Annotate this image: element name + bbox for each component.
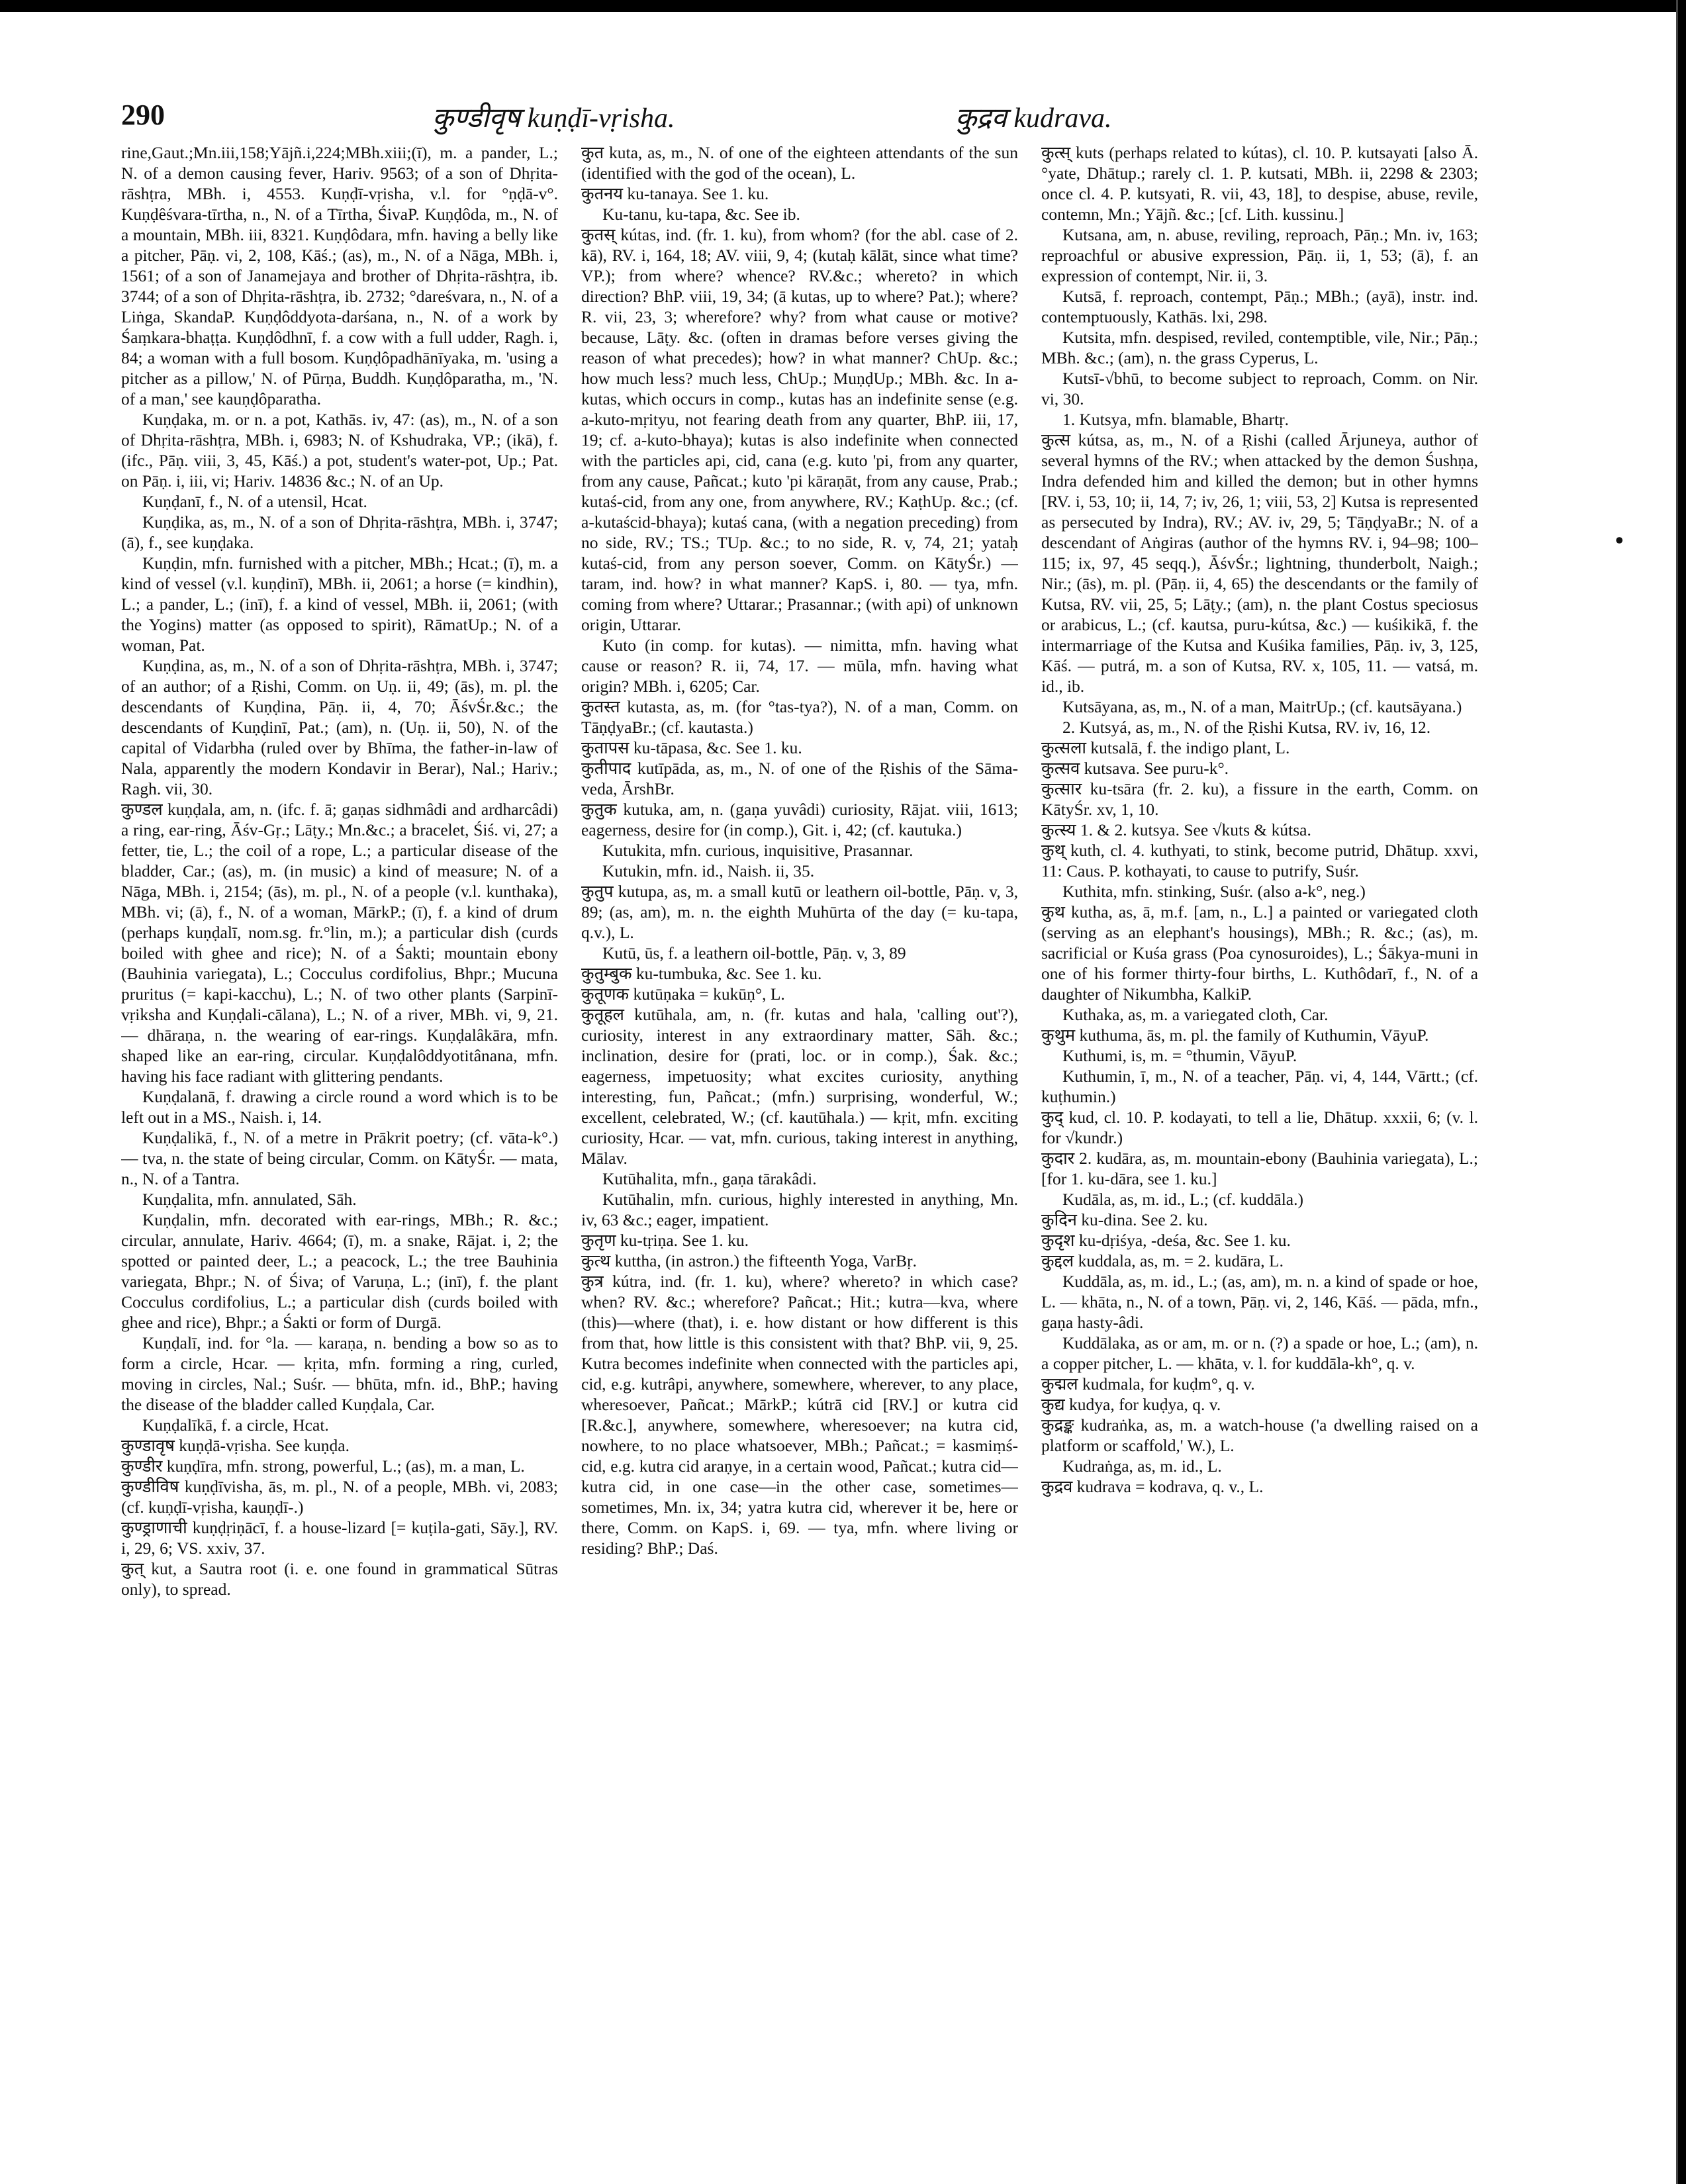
column-2 <box>581 142 1018 2148</box>
sub-entry: Kudāla, as, m. id., L.; (cf. kuddāla.) <box>1062 1190 1303 1209</box>
headword-entry: कुथ् kuth, cl. 4. kuthyati, to stink, become putrid, Dhātup. xxvi, 11: Caus. P. kothayati, to cause to putrify, Suśr. <box>1041 841 1478 880</box>
headword-entry: कुदार 2. kudāra, as, m. mountain-ebony (Bauhinia variegata), L.; [for 1. ku-dāra, see 1. ku.] <box>1041 1149 1478 1188</box>
sub-entry: Kutukita, mfn. curious, inquisitive, Prasannar. <box>602 841 913 860</box>
sub-entry: 2. Kutsyá, as, m., N. of the Ṛishi Kutsa, RV. iv, 16, 12. <box>1062 718 1431 737</box>
sub-entry: Kuthumi, is, m. = °thumin, VāyuP. <box>1062 1046 1297 1065</box>
sub-entry: Kutsāyana, as, m., N. of a man, MaitrUp.; (cf. kautsāyana.) <box>1062 697 1462 716</box>
headword-entry: कुत्सला kutsalā, f. the indigo plant, L. <box>1041 738 1290 757</box>
sub-entry: Kudraṅga, as, m. id., L. <box>1062 1456 1222 1476</box>
headword-entry: कुतनय ku-tanaya. See 1. ku. <box>581 184 769 203</box>
sub-entry: Kuṇḍin, mfn. furnished with a pitcher, MBh.; Hcat.; (ī), m. a kind of vessel (v.l. kuṇḍinī), MBh. ii, 2061; a horse (= kindhin), L.; a pander, L.; (inī), f. a kind of vessel, MBh. ii, 2061; (with the Yogins) matter (as opposed to spirit), RāmatUp.; N. of a woman, Pat. <box>121 553 558 655</box>
sub-entry: Kuṇḍika, as, m., N. of a son of Dhṛita-rāshṭra, MBh. i, 3747; (ā), f., see kuṇḍaka. <box>121 512 558 552</box>
headword-entry: कुद्मल kudmala, for kuḍm°, q. v. <box>1041 1374 1255 1394</box>
headword-entry: कुत् kut, a Sautra root (i. e. one found in grammatical Sūtras only), to spread. <box>121 1559 558 1599</box>
sub-entry: rine,Gaut.;Mn.iii,158;Yājñ.i,224;MBh.xiii;(ī), m. a pander, L.; N. of a demon causing fever, Hariv. 9563; of a son of Dhṛita-rāshṭra, MBh. i, 4553. Kuṇḍī-vṛisha, v.l. for °ṇḍā-v°. Kuṇḍêśvara-tīrtha, n., N. of a Tīrtha, ŚivaP. Kuṇḍôda, m., N. of a mountain, MBh. iii, 8321. Kuṇḍôdara, mfn. having a belly like a pitcher, Pāṇ. vi, 2, 108, Kāś.; (as), m., N. of a Nāga, MBh. i, 1561; of a son of Janamejaya and brother of Dhṛita-rāshṭra, ib. 3744; of a son of Dhṛita-rāshṭra, ib. 2732; °dareśvara, n., N. of a Liṅga, SkandaP. Kuṇḍôddyota-darśana, n., N. of a work by Śaṃkara-bhaṭṭa. Kuṇḍôdhnī, f. a cow with a full udder, Ragh. i, 84; a woman with a full bosom. Kuṇḍôpadhānīyaka, m. 'using a pitcher as a pillow,' N. of Pūrṇa, Buddh. Kuṇḍôparatha, m., 'N. of a man,' see kauṇḍôparatha. <box>121 143 558 408</box>
right-running-head: कुद्रव kudrava. <box>955 103 1112 134</box>
headword-entry: कुत्सार ku-tsāra (fr. 2. ku), a fissure in the earth, Comm. on KātyŚr. xv, 1, 10. <box>1041 779 1478 819</box>
headword-entry: कुत्स kútsa, as, m., N. of a Ṛishi (called Ārjuneya, author of several hymns of the RV.; when attacked by the demon Śushṇa, Indra defended him and killed the demon; but in other hymns [RV. i, 53, 10; ii, 14, 7; iv, 26, 1; viii, 53, 2] Kutsa is represented as persecuted by Indra), RV.; AV. iv, 29, 5; TāṇḍyaBr.; N. of a descendant of Aṅgiras (author of the hymns RV. i, 94–98; 100–115; ix, 97, 45 seqq.), ĀśvŚr.; lightning, thunderbolt, Naigh.; Nir.; (ās), m. pl. (Pāṇ. ii, 4, 65) the descendants or the family of Kutsa, RV. vii, 25, 5; Lāṭy.; (am), n. the plant Costus speciosus or arabicus, L.; (cf. kautsa, puru-kútsa, &c.) — kuśikikā, f. the intermarriage of the Kutsa and Kuśika families, Pāṇ. iv, 3, 125, Kāś. — putrá, m. a son of Kutsa, RV. x, 105, 11. — vatsá, m. id., ib. <box>1041 430 1478 696</box>
sub-entry: Kuto (in comp. for kutas). — nimitta, mfn. having what cause or reason? R. ii, 74, 17. — mūla, mfn. having what origin? MBh. i, 6205; Car. <box>581 636 1018 696</box>
sub-entry: Kuṇḍanī, f., N. of a utensil, Hcat. <box>142 492 367 511</box>
sub-entry: Kutsita, mfn. despised, reviled, contemptible, vile, Nir.; Pāṇ.; MBh. &c.; (am), n. the grass Cyperus, L. <box>1041 328 1478 367</box>
sub-entry: Kutsī-√bhū, to become subject to reproach, Comm. on Nir. vi, 30. <box>1041 369 1478 408</box>
sub-entry: Kuṇḍalita, mfn. annulated, Sāh. <box>142 1190 357 1209</box>
sub-entry: Kutūhalin, mfn. curious, highly interested in anything, Mn. iv, 63 &c.; eager, impatient. <box>581 1190 1018 1229</box>
headword-entry: कुतीपाद kutīpāda, as, m., N. of one of the Ṛishis of the Sāma-veda, ĀrshBr. <box>581 759 1018 798</box>
sub-entry: Kuṇḍina, as, m., N. of a son of Dhṛita-rāshṭra, MBh. i, 3747; of an author; of a Ṛishi, Comm. on Uṇ. ii, 49; (ās), m. pl. the descendants of Kuṇḍina, Pāṇ. ii, 4, 70; ĀśvŚr.&c.; the descendants of Kuṇḍinī, Pat.; (am), n. (Uṇ. ii, 50), N. of the capital of Vidarbha (ruled over by Bhīma, the father-in-law of Nala, apparently the modern Kondavir in Berar), Nal.; Hariv.; Ragh. vii, 30. <box>121 656 558 798</box>
sub-entry: 1. Kutsya, mfn. blamable, Bhartṛ. <box>1062 410 1289 429</box>
sub-entry: Kuṇḍalī, ind. for °la. — karaṇa, n. bending a bow so as to form a circle, Hcar. — kṛita, mfn. forming a ring, curled, moving in circles, Nal.; Suśr. — bhūta, mfn. id., BhP.; having the disease of the bladder called Kuṇḍala, Car. <box>121 1333 558 1414</box>
headword-entry: कुण्डीर kuṇḍīra, mfn. strong, powerful, L.; (as), m. a man, L. <box>121 1456 525 1476</box>
sub-entry: Kuddālaka, as or am, m. or n. (?) a spade or hoe, L.; (am), n. a copper pitcher, L. — khāta, v. l. for kuddāla-kh°, q. v. <box>1041 1333 1478 1373</box>
sub-entry: Kuṇḍaka, m. or n. a pot, Kathās. iv, 47: (as), m., N. of a son of Dhṛita-rāshṭra, MBh. i, 6983; N. of Kshudraka, VP.; (ikā), f. (ifc., Pāṇ. viii, 3, 45, Kāś.) a pot, student's water-pot, Up.; Pat. on Pāṇ. i, iii, vi; Hariv. 14836 &c.; N. of an Up. <box>121 410 558 491</box>
headword-entry: कुत्थ kuttha, (in astron.) the fifteenth Yoga, VarBṛ. <box>581 1251 917 1270</box>
sub-entry: Kuddāla, as, m. id., L.; (as, am), m. n. a kind of spade or hoe, L. — khāta, n., N. of a town, Pāṇ. vi, 2, 146, Kāś. — pāda, mfn., gaṇa hasty-âdi. <box>1041 1272 1478 1332</box>
headword-entry: कुतूहल kutūhala, am, n. (fr. kutas and hala, 'calling out'?), curiosity, interest in any extraordinary matter, Sāh. &c.; inclination, desire for (prati, loc. or in comp.), Śak. &c.; eagerness, impetuosity; what excites curiosity, anything interesting, fun, Pañcat.; (mfn.) surprising, wonderful, W.; excellent, celebrated, W.; (cf. kautūhala.) — kṛit, mfn. exciting curiosity, Hcar. — vat, mfn. curious, taking interest in anything, Mālav. <box>581 1005 1018 1168</box>
sub-entry: Kuṇḍalin, mfn. decorated with ear-rings, MBh.; R. &c.; circular, annulate, Hariv. 4664; (ī), m. a snake, Rājat. i, 2; the spotted or painted deer, L.; a peacock, L.; the tree Bauhinia variegata, Bhpr.; N. of Śiva; of Varuṇa, L.; (inī), f. the plant Cocculus cordifolius, L.; a particular dish (curds boiled with ghee and rice), Bhpr.; a Śakti or form of Durgā. <box>121 1210 558 1332</box>
sub-entry: Kutsana, am, n. abuse, reviling, reproach, Pāṇ.; Mn. iv, 163; reproachful or abusive expression, Pāṇ. ii, 1, 53; (ā), f. an expression of contempt, Nir. ii, 3. <box>1041 225 1478 285</box>
headword-entry: कुत kuta, as, m., N. of one of the eighteen attendants of the sun (identified with the god of the ocean), L. <box>581 143 1018 183</box>
headword-entry: कुद् kud, cl. 10. P. kodayati, to tell a lie, Dhātup. xxxii, 6; (v. l. for √kundr.) <box>1041 1108 1478 1147</box>
headword-entry: कुण्ड्राणाची kuṇḍṛiṇācī, f. a house-lizard [= kuṭila-gati, Sāy.], RV. i, 29, 6; VS. xxiv, 37. <box>121 1518 558 1558</box>
headword-entry: कुतृण ku-tṛiṇa. See 1. ku. <box>581 1231 749 1250</box>
margin-mark: • <box>1615 527 1624 553</box>
headword-entry: कुदिन ku-dina. See 2. ku. <box>1041 1210 1208 1229</box>
page-number: 290 <box>121 99 165 131</box>
sub-entry: Kuṇḍalīkā, f. a circle, Hcat. <box>142 1415 329 1435</box>
headword-entry: कुतूणक kutūṇaka = kukūṇ°, L. <box>581 984 785 1004</box>
headword-entry: कुद्रङ्क kudraṅka, as, m. a watch-house ('a dwelling raised on a platform or scaffold,' W.), L. <box>1041 1415 1478 1455</box>
headword-entry: कुत्र kútra, ind. (fr. 1. ku), where? whereto? in which case? when? RV. &c.; wherefore? Pañcat.; Hit.; kutra—kva, where (this)—where (that), i. e. how distant or how different is this from that, how little is this consistent with that? BhP. vii, 9, 25. Kutra becomes indefinite when connected with the particles api, cid, e.g. kutrâpi, anywhere, somewhere, wherever, to any place, wheresoever, Pañcat.; MārkP.; kútrā cid [RV.] or kutra cid [R.&c.], anywhere, somewhere, wheresoever; na kutra cid, nowhere, to no place whatsoever, MBh.; Pañcat.; = kasmiṃś-cid, e.g. kutra cid araṇye, in a certain wood, Pañcat.; kutra cid—kutra cid, in one case—in the other case, sometimes—sometimes, Mn. ix, 34; yatra kutra cid, wherever it be, here or there, Comm. on KapS. i, 69. — tya, mfn. where living or residing? BhP.; Daś. <box>581 1272 1018 1558</box>
left-running-head: कुण्डीवृष kuṇḍī-vṛisha. <box>432 103 675 134</box>
headword-entry: कुण्डल kuṇḍala, am, n. (ifc. f. ā; gaṇas sidhmâdi and ardharcâdi) a ring, ear-ring, Āśv-Gṛ.; Lāṭy.; Mn.&c.; a bracelet, Śiś. vi, 27; a fetter, tie, L.; the coil of a rope, L.; a particular disease of the bladder, Car.; (as), m. (in music) a kind of measure; N. of a Nāga, MBh. i, 2154; (ās), m. pl., N. of a people (v.l. kunthaka), MBh. vi; (ā), f., N. of a woman, MārkP.; (ī), f. a kind of drum (perhaps kuṇḍalī, nom.sg. fr.°lin, m.); a particular dish (curds boiled with ghee and rice); N. of a Śakti; mountain ebony (Bauhinia variegata), L.; Cocculus cordifolius, Bhpr.; Mucuna pruritus (= kapi-kacchu), L.; N. of two other plants (Sarpinī-vṛiksha and Kuṇḍali-cālana), L.; N. of a river, MBh. vi, 9, 21. — dhāraṇa, n. the wearing of ear-rings. Kuṇḍalâkāra, mfn. shaped like an ear-ring, circular. Kuṇḍalôddyotitânana, mfn. having his face radiant with glittering pendants. <box>121 800 558 1086</box>
sub-entry: Kuṇḍalanā, f. drawing a circle round a word which is to be left out in a MS., Naish. i, 14. <box>121 1087 558 1127</box>
headword-entry: कुद्रव kudrava = kodrava, q. v., L. <box>1041 1477 1264 1496</box>
right-edge-line <box>1676 0 1678 2184</box>
headword-entry: कुतस्त kutasta, as, m. (for °tas-tya?), N. of a man, Comm. on TāṇḍyaBr.; (cf. kautasta.) <box>581 697 1018 737</box>
sub-entry: Kuṇḍalikā, f., N. of a metre in Prākrit poetry; (cf. vāta-k°.) — tva, n. the state of being circular, Comm. on KātyŚr. — mata, n., N. of a Tantra. <box>121 1128 558 1188</box>
column-3 <box>1041 142 1478 2148</box>
headword-entry: कुदृश ku-dṛiśya, -deśa, &c. See 1. ku. <box>1041 1231 1291 1250</box>
right-edge-bar <box>1678 0 1686 2184</box>
sub-entry: Kuthita, mfn. stinking, Suśr. (also a-k°, neg.) <box>1062 882 1366 901</box>
top-edge-bar <box>0 0 1686 12</box>
headword-entry: कुतुम्बुक ku-tumbuka, &c. See 1. ku. <box>581 964 822 983</box>
headword-entry: कुत्स् kuts (perhaps related to kútas), cl. 10. P. kutsayati [also Ā. °yate, Dhātup.; rarely cl. 1. P. kutsati, MBh. ii, 2298 & 2303; once cl. 4. P. kutsyati, R. vii, 43, 18], to despise, abuse, revile, contemn, Mn.; Yājñ. &c.; [cf. Lith. kussinu.] <box>1041 143 1478 224</box>
page-header <box>121 98 1551 138</box>
column-1 <box>121 142 558 2148</box>
headword-entry: कुत्सव kutsava. See puru-k°. <box>1041 759 1229 778</box>
headword-entry: कुतुप kutupa, as, m. a small kutū or leathern oil-bottle, Pāṇ. v, 3, 89; (as, am), m. n. the eighth Muhūrta of the day (= ku-tapa, q.v.), L. <box>581 882 1018 942</box>
headword-entry: कुण्डीविष kuṇḍīvisha, ās, m. pl., N. of a people, MBh. vi, 2083; (cf. kuṇḍī-vṛisha, kauṇḍī-.) <box>121 1477 558 1517</box>
sub-entry: Kutukin, mfn. id., Naish. ii, 35. <box>602 861 815 880</box>
headword-entry: कुण्डावृष kuṇḍā-vṛisha. See kuṇḍa. <box>121 1436 350 1455</box>
headword-entry: कुतुक kutuka, am, n. (gaṇa yuvâdi) curiosity, Rājat. viii, 1613; eagerness, desire for (in comp.), Git. i, 42; (cf. kautuka.) <box>581 800 1018 839</box>
headword-entry: कुद्दल kuddala, as, m. = 2. kudāra, L. <box>1041 1251 1284 1270</box>
headword-entry: कुतस् kútas, ind. (fr. 1. ku), from whom? (for the abl. case of 2. kā), RV. i, 164, 18; AV. viii, 9, 4; (kutaḥ kālāt, since what time? VP.); from where? whence? RV.&c.; whereto? in which direction? BhP. viii, 19, 34; (ā kutas, up to where? Pat.); where? R. vii, 23, 3; wherefore? why? from what cause or motive? because, Lāṭy. &c. (often in dramas before verses giving the reason of what precedes); how? in what manner? ChUp. &c.; how much less? much less, ChUp.; MuṇḍUp.; MBh. &c. In a-kutas, which occurs in comp., kutas has an indefinite sense (e.g. a-kuto-mṛityu, not fearing death from any quarter, BhP. iii, 17, 19; cf. a-kuto-bhaya); kutas is also indefinite when connected with the particles api, cid, cana (e.g. kuto 'pi, from any quarter, from any cause, Pañcat.; kuto 'pi kāraṇāt, from any cause, Prab.; kutaś-cid, from any one, from anywhere, RV.; KaṭhUp. &c.; (cf. a-kutaścid-bhaya); kutaś cana, (with a negation preceding) from no side, RV.; TS.; TUp. &c.; to no side, R. v, 74, 21; yataḥ kutaś-cid, from any person soever, Comm. on KātyŚr.) — taram, ind. how? in what manner? KapS. i, 80. — tya, mfn. coming from where? Uttarar.; Prasannar.; (with api) of unknown origin, Uttarar. <box>581 225 1018 634</box>
sub-entry: Kutsā, f. reproach, contempt, Pāṇ.; MBh.; (ayā), instr. ind. contemptuously, Kathās. lxi, 298. <box>1041 287 1478 326</box>
sub-entry: Ku-tanu, ku-tapa, &c. See ib. <box>602 205 800 224</box>
sub-entry: Kuthumin, ī, m., N. of a teacher, Pāṇ. vi, 4, 144, Vārtt.; (cf. kuṭhumin.) <box>1041 1067 1478 1106</box>
headword-entry: कुद्य kudya, for kuḍya, q. v. <box>1041 1395 1221 1414</box>
headword-entry: कुतापस ku-tāpasa, &c. See 1. ku. <box>581 738 802 757</box>
headword-entry: कुत्स्य 1. & 2. kutsya. See √kuts & kútsa. <box>1041 820 1311 839</box>
headword-entry: कुथ kutha, as, ā, m.f. [am, n., L.] a painted or variegated cloth (serving as an elephant's housings), MBh.; R. &c.; (as), m. sacrificial or Kuśa grass (Poa cynosuroides), L.; Śākya-muni in one of his former thirty-four births, L. Kuthôdarī, f., N. of a daughter of Nikumbha, KalkiP. <box>1041 902 1478 1004</box>
sub-entry: Kutūhalita, mfn., gaṇa tārakâdi. <box>602 1169 817 1188</box>
sub-entry: Kutū, ūs, f. a leathern oil-bottle, Pāṇ. v, 3, 89 <box>602 943 906 963</box>
sub-entry: Kuthaka, as, m. a variegated cloth, Car. <box>1062 1005 1329 1024</box>
headword-entry: कुथुम kuthuma, ās, m. pl. the family of Kuthumin, VāyuP. <box>1041 1025 1429 1045</box>
